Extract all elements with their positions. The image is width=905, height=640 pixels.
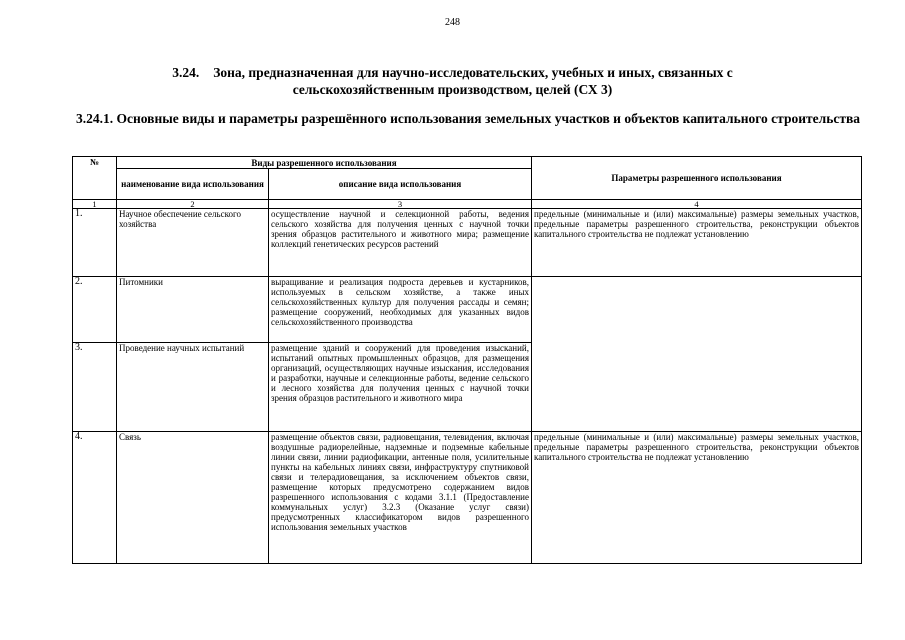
use-params: предельные (минимальные и (или) максимальные) размеры земельных участков, предельные параметры разрешенного строительства, реконструкции объектов капитального строительства не подлежат установлению (532, 209, 862, 277)
permitted-use-table (72, 156, 862, 564)
subsection-heading: 3.24.1. Основные виды и параметры разрешённого использования земельных участков и объектов капитального строительства (76, 111, 861, 126)
use-description: осуществление научной и селекционной работы, ведения сельского хозяйства для получения ценных с научной точки зрения образцов растительного и животного мира; размещение коллекций генетических ресурсов растений (269, 209, 532, 277)
header-params: Параметры разрешенного использования (532, 157, 862, 200)
section-heading (120, 64, 785, 98)
table-row (73, 209, 862, 277)
use-name: Научное обеспечение сельского хозяйства (117, 209, 269, 277)
table-row (73, 432, 862, 564)
use-name: Питомники (117, 277, 269, 343)
row-number: 2. (73, 277, 117, 343)
section-title: Зона, предназначенная для научно-исследовательских, учебных и иных, связанных с сельскохозяйственным производством, целей (СХ 3) (213, 65, 733, 97)
row-number: 4. (73, 432, 117, 564)
column-number-row (73, 200, 862, 209)
row-number: 1. (73, 209, 117, 277)
use-name: Связь (117, 432, 269, 564)
use-params: предельные (минимальные и (или) максимальные) размеры земельных участков, предельные параметры разрешенного строительства, реконструкции объектов капитального строительства не подлежат установлению (532, 432, 862, 564)
page-number: 248 (445, 17, 460, 28)
column-number: 4 (532, 200, 862, 209)
column-number: 3 (269, 200, 532, 209)
header-name: наименование вида использования (117, 169, 269, 200)
column-number: 2 (117, 200, 269, 209)
use-description: выращивание и реализация подроста деревьев и кустарников, используемых в сельском хозяйстве, а также иных сельскохозяйственных культур для получения рассады и семян; размещение сооружений, необходимых для указанных видов сельскохозяйственного производства (269, 277, 532, 343)
column-number: 1 (73, 200, 117, 209)
section-number: 3.24. (172, 65, 200, 80)
header-description: описание вида использования (269, 169, 532, 200)
header-group: Виды разрешенного использования (117, 157, 532, 169)
use-description: размещение объектов связи, радиовещания, телевидения, включая воздушные радиорелейные, надземные и подземные кабельные линии связи, линии радиофикации, антенные поля, усилительные пункты на кабельных линиях связи, инфраструктуру спутниковой связи и телерадиовещания, за исключением объектов связи, размещение которых предусмотрено содержанием видов разрешенного использования с кодами 3.1.1 (Предоставление коммунальных услуг) 3.2.3 (Оказание услуг связи) предусмотренных классификатором видов разрешенного использования земельных участков (269, 432, 532, 564)
row-number: 3. (73, 343, 117, 432)
use-name: Проведение научных испытаний (117, 343, 269, 432)
use-params-empty (532, 277, 862, 432)
header-number: № (73, 157, 117, 200)
table-row (73, 277, 862, 343)
use-description: размещение зданий и сооружений для проведения изысканий, испытаний опытных промышленных образцов, для размещения организаций, осуществляющих научные изыскания, исследования и разработки, научные и селекционные работы, ведение сельского и лесного хозяйства для получения ценных с научной точки зрения образцов растительного и животного мира (269, 343, 532, 432)
